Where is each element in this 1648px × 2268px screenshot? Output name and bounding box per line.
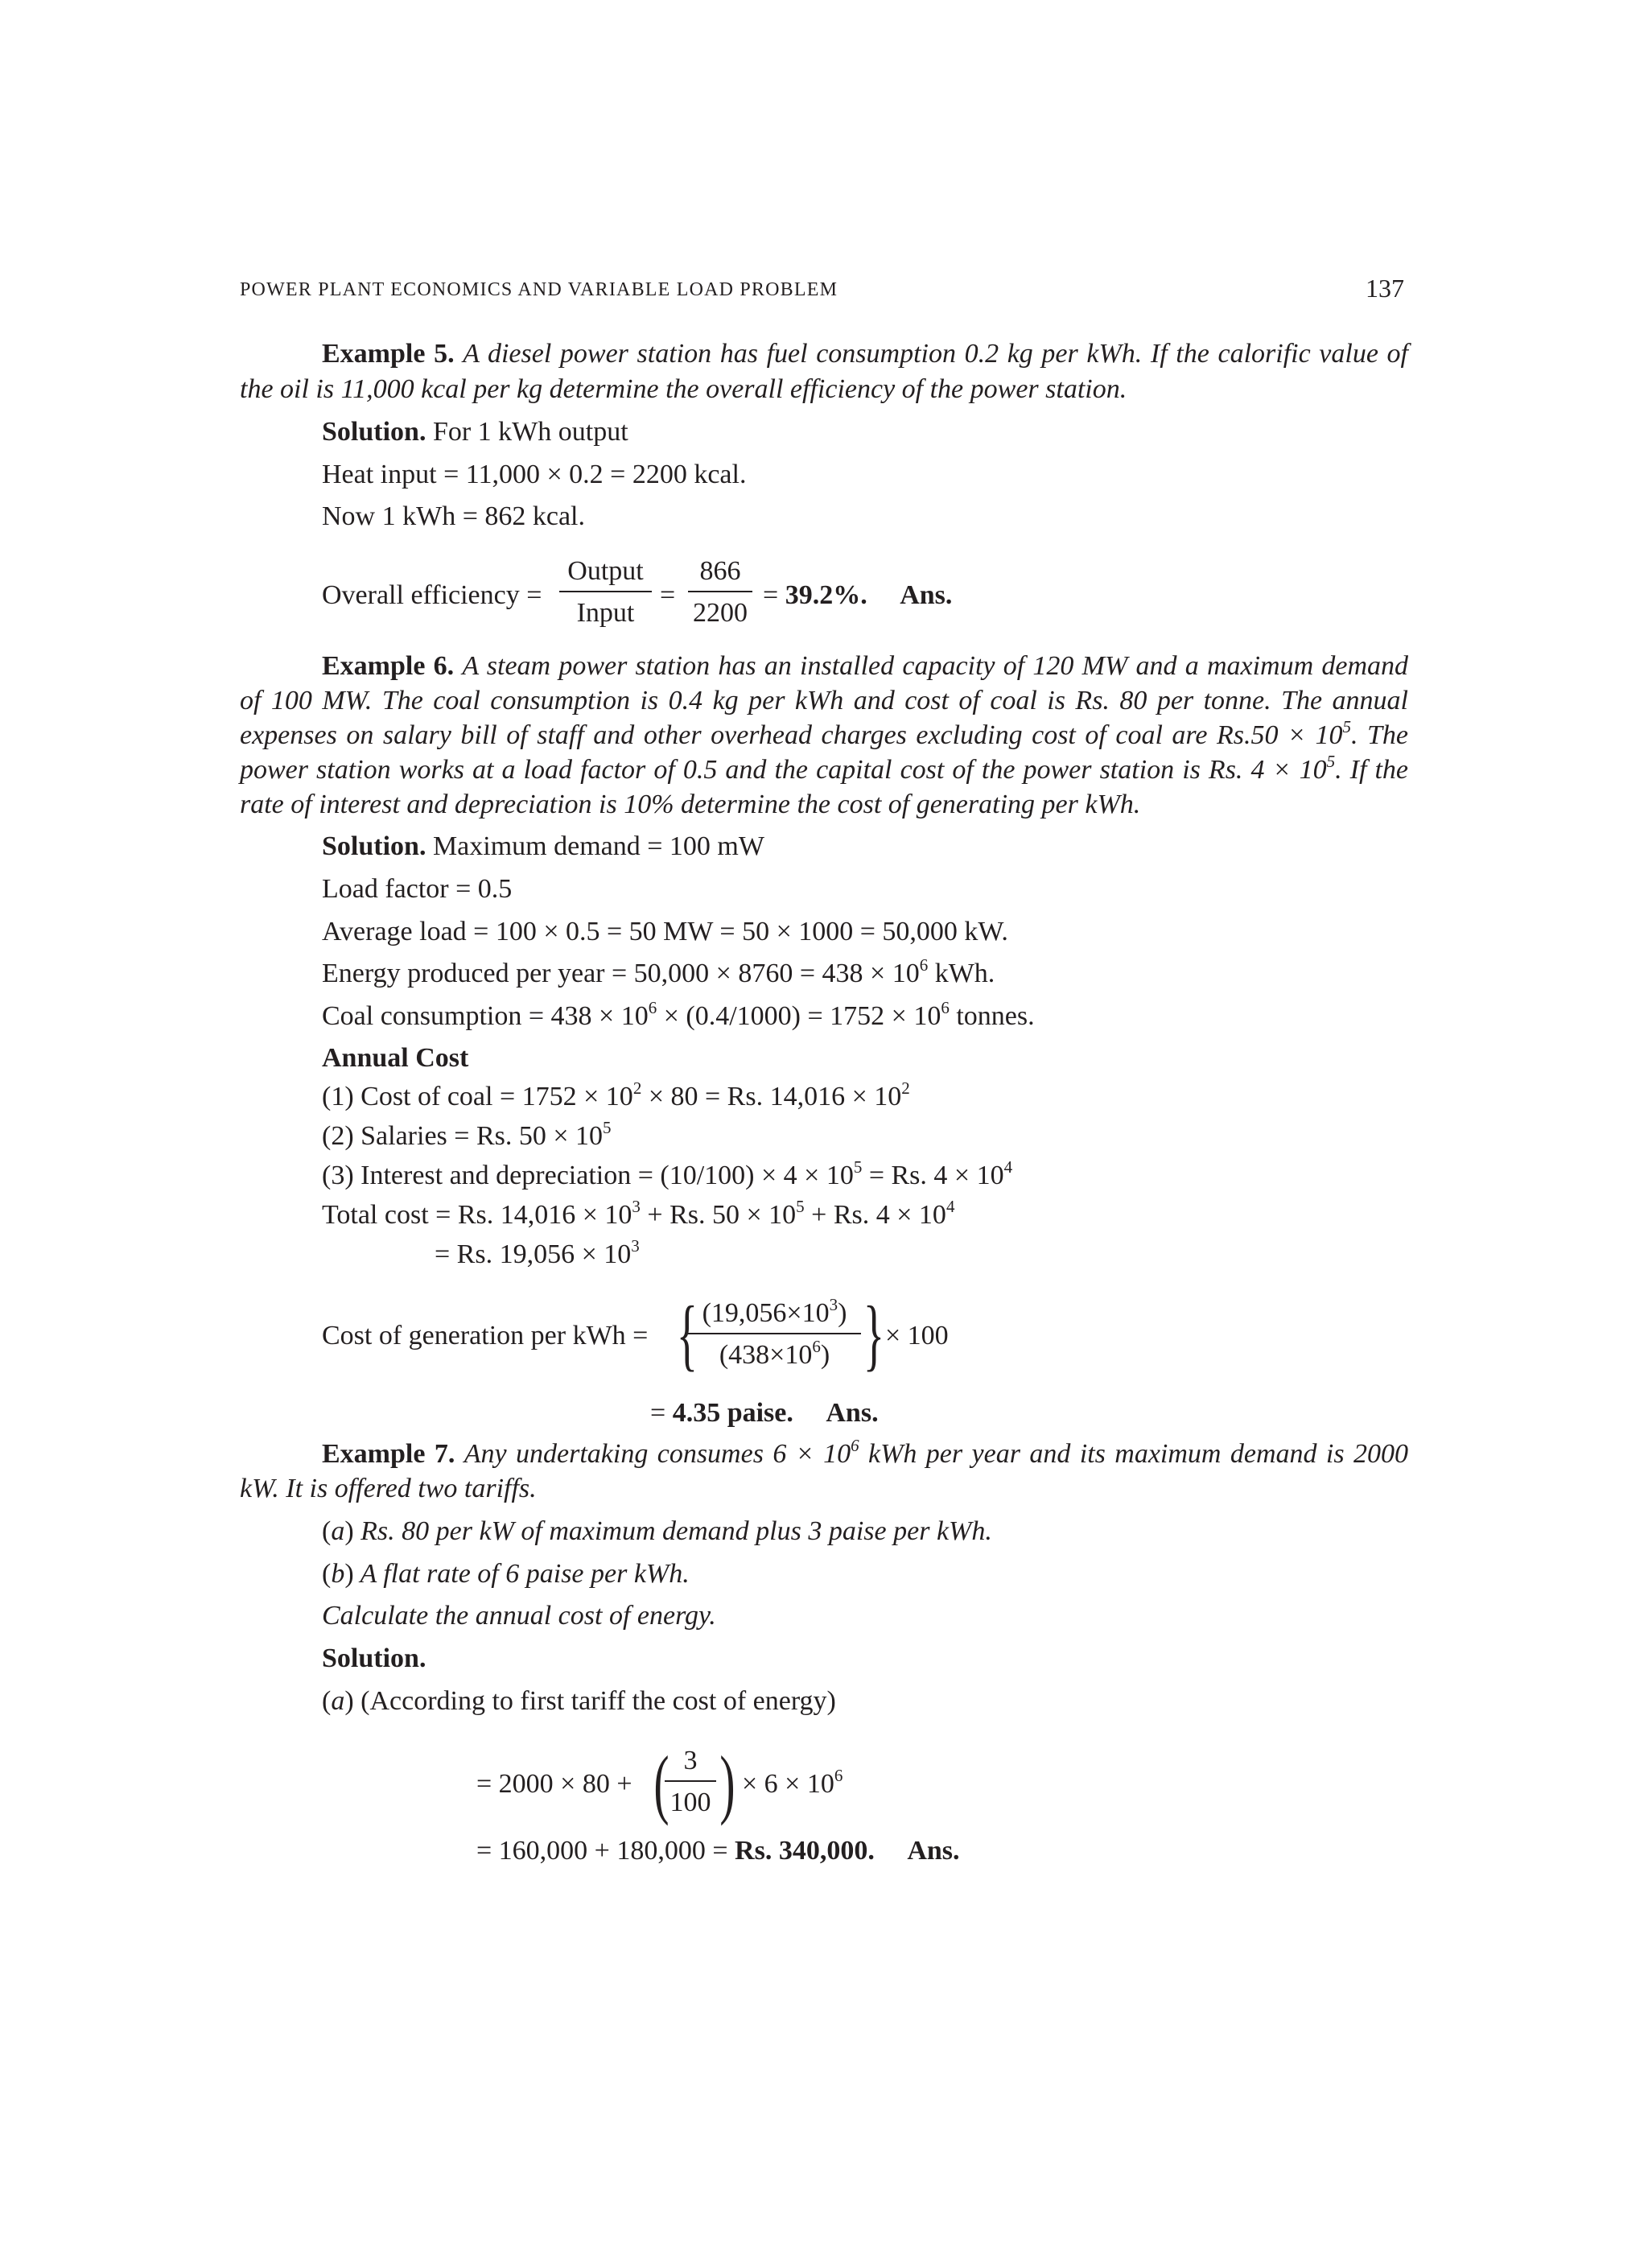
tariff-option-a: (a) Rs. 80 per kW of maximum demand plus 3 paise per kWh. — [322, 1516, 992, 1546]
output-input-fraction — [559, 555, 652, 629]
superscript: 4 — [946, 1196, 955, 1216]
superscript: 6 — [941, 997, 950, 1017]
cost-generation-label: Cost of generation per kWh = — [322, 1321, 649, 1350]
right-brace: } — [863, 1289, 885, 1379]
tariff-option-b: (b) A flat rate of 6 paise per kWh. — [322, 1559, 690, 1589]
example-6-line-3-end: . The — [1350, 720, 1408, 750]
item-3-text-b: = Rs. 4 × 10 — [862, 1161, 1004, 1190]
energy-unit: kWh. — [928, 959, 995, 988]
fraction-denominator: Input — [576, 598, 635, 628]
left-brace: { — [676, 1289, 698, 1379]
answer-label: Ans. — [907, 1836, 960, 1866]
energy-produced-line — [322, 955, 995, 990]
solution-text: For 1 kWh output — [432, 417, 628, 447]
fraction-numerator: 3 — [683, 1746, 698, 1775]
result-value: 4.35 paise. — [672, 1398, 793, 1428]
example-6-line-4 — [240, 751, 1409, 786]
superscript: 6 — [919, 955, 929, 975]
example-6-line-3 — [240, 716, 1408, 752]
example-7-line-2: kW. It is offered two tariffs. — [240, 1474, 537, 1503]
superscript: 6 — [834, 1765, 843, 1785]
solution-text: Maximum demand = 100 mW — [432, 831, 764, 861]
example-6-line-4-text: power station works at a load factor of 0.5 and the capital cost of the power station is Rs. 4 × 10 — [240, 755, 1327, 785]
total-text-c: + Rs. 4 × 10 — [804, 1200, 946, 1230]
right-paren: ) — [719, 1740, 735, 1826]
total-cost-line — [322, 1196, 955, 1231]
cost-item-3 — [322, 1157, 1013, 1192]
item-3-text-a: (3) Interest and depreciation = (10/100) × 4 × 10 — [322, 1161, 854, 1190]
coal-consumption-line — [322, 997, 1035, 1033]
cost-result-line — [650, 1397, 879, 1429]
example-6-line-1 — [322, 650, 1408, 682]
coal-text-b: × (0.4/1000) = 1752 × 10 — [657, 1001, 941, 1031]
fraction-numerator: Output — [567, 556, 644, 586]
result-value: 39.2%. — [785, 580, 867, 610]
result-value: Rs. 340,000. — [735, 1836, 875, 1866]
running-header: POWER PLANT ECONOMICS AND VARIABLE LOAD PROBLEM — [240, 279, 838, 300]
cost-item-2 — [322, 1117, 612, 1153]
superscript: 5 — [1342, 716, 1351, 736]
energy-text: Energy produced per year = 50,000 × 8760 = 438 × 10 — [322, 959, 920, 988]
tariff-result-line — [476, 1835, 960, 1867]
example-6-line-5: rate of interest and depreciation is 10% determine the cost of generating per kWh. — [240, 790, 1141, 819]
superscript: 3 — [631, 1235, 640, 1256]
kwh-kcal-line: Now 1 kWh = 862 kcal. — [322, 501, 586, 531]
example-6-solution — [322, 831, 764, 863]
item-2-text: (2) Salaries = Rs. 50 × 10 — [322, 1121, 604, 1151]
example-5-text: A diesel power station has fuel consumption 0.2 kg per kWh. If the calorific value of — [463, 339, 1408, 369]
coal-text-c: tonnes. — [949, 1001, 1035, 1031]
average-load-line: Average load = 100 × 0.5 = 50 MW = 50 × 1000 = 50,000 kW. — [322, 917, 1008, 946]
example-6-line-4-end: . If the — [1335, 755, 1409, 785]
load-factor-line: Load factor = 0.5 — [322, 874, 513, 904]
option-letter: a — [331, 1516, 345, 1546]
example-6-label: Example 6. — [322, 651, 455, 681]
equals-sign: = — [660, 580, 676, 610]
cost-item-1 — [322, 1078, 910, 1113]
superscript: 3 — [632, 1196, 641, 1216]
value-fraction — [688, 555, 752, 629]
result-equals: = — [650, 1398, 666, 1428]
solution-label: Solution. — [322, 831, 426, 861]
fraction-denominator: $(438\times 10^6)$ — [719, 1336, 830, 1370]
superscript: 5 — [1326, 751, 1336, 771]
superscript: 4 — [1003, 1157, 1013, 1177]
part-text: (According to first tariff the cost of energy) — [353, 1686, 836, 1716]
tariff-equation-right — [742, 1765, 843, 1800]
example-6-text: A steam power station has an installed capacity of 120 MW and a maximum demand — [462, 651, 1409, 681]
part-letter: a — [331, 1686, 345, 1716]
overall-efficiency-label: Overall efficiency = — [322, 580, 542, 610]
item-1-text-a: (1) Cost of coal = 1752 × 10 — [322, 1082, 633, 1111]
fraction-denominator: 2200 — [693, 598, 748, 628]
total-result-text: = Rs. 19,056 × 10 — [435, 1239, 632, 1269]
superscript: 5 — [853, 1157, 863, 1177]
coal-text-a: Coal consumption = 438 × 10 — [322, 1001, 649, 1031]
calculate-line: Calculate the annual cost of energy. — [322, 1601, 716, 1631]
part-a-line: (a) (According to first tariff the cost of energy) — [322, 1686, 836, 1716]
efficiency-result — [763, 579, 952, 612]
times-hundred: × 100 — [885, 1321, 949, 1350]
option-text: A flat rate of 6 paise per kWh. — [353, 1559, 690, 1589]
superscript: 5 — [796, 1196, 805, 1216]
answer-label: Ans. — [900, 580, 953, 610]
superscript: 6 — [648, 997, 657, 1017]
result-text: = 160,000 + 180,000 = — [476, 1836, 728, 1866]
cost-fraction — [688, 1294, 861, 1371]
superscript: 5 — [603, 1117, 612, 1137]
annual-cost-heading: Annual Cost — [322, 1043, 469, 1073]
fraction-numerator: $(19,056\times 10^3)$ — [702, 1294, 847, 1328]
left-paren: ( — [653, 1740, 670, 1826]
heat-input-line: Heat input = 11,000 × 0.2 = 2200 kcal. — [322, 460, 747, 489]
multiplier-text: × 6 × 10 — [742, 1769, 834, 1799]
example-5-line-2: the oil is 11,000 kcal per kg determine the overall efficiency of the power station. — [240, 374, 1127, 404]
tariff-fraction — [665, 1745, 716, 1819]
total-text-b: + Rs. 50 × 10 — [640, 1200, 797, 1230]
superscript: 2 — [901, 1078, 910, 1098]
option-letter: b — [331, 1559, 345, 1589]
total-text-a: Total cost = Rs. 14,016 × 10 — [322, 1200, 632, 1230]
example-7-label: Example 7. — [322, 1439, 455, 1469]
item-1-text-b: × 80 = Rs. 14,016 × 10 — [641, 1082, 902, 1111]
result-equals: = — [763, 580, 779, 610]
example-7-line-1 — [322, 1435, 1409, 1470]
example-5-solution — [322, 416, 628, 448]
example-7-solution-label: Solution. — [322, 1643, 426, 1673]
superscript: 2 — [632, 1078, 642, 1098]
answer-label: Ans. — [826, 1398, 879, 1428]
tariff-equation-left: = 2000 × 80 + — [476, 1769, 632, 1799]
example-6-line-3-text: expenses on salary bill of staff and other overhead charges excluding cost of coal are Rs.50 × 10 — [240, 720, 1343, 750]
page-number: 137 — [1366, 274, 1404, 303]
option-text: Rs. 80 per kW of maximum demand plus 3 paise per kWh. — [353, 1516, 992, 1546]
fraction-denominator: 100 — [670, 1788, 711, 1817]
example-5-line-1 — [322, 338, 1408, 370]
example-7-text: Any undertaking consumes $6 \times 10^6$ kWh per year and its maximum demand is 2000 — [464, 1435, 1409, 1469]
example-5-label: Example 5. — [322, 339, 455, 369]
fraction-numerator: 866 — [699, 556, 741, 586]
solution-label: Solution. — [322, 417, 426, 447]
example-6-line-2: of 100 MW. The coal consumption is 0.4 kg per kWh and cost of coal is Rs. 80 per tonne. The annual — [240, 686, 1408, 715]
total-cost-result-line — [435, 1235, 640, 1271]
